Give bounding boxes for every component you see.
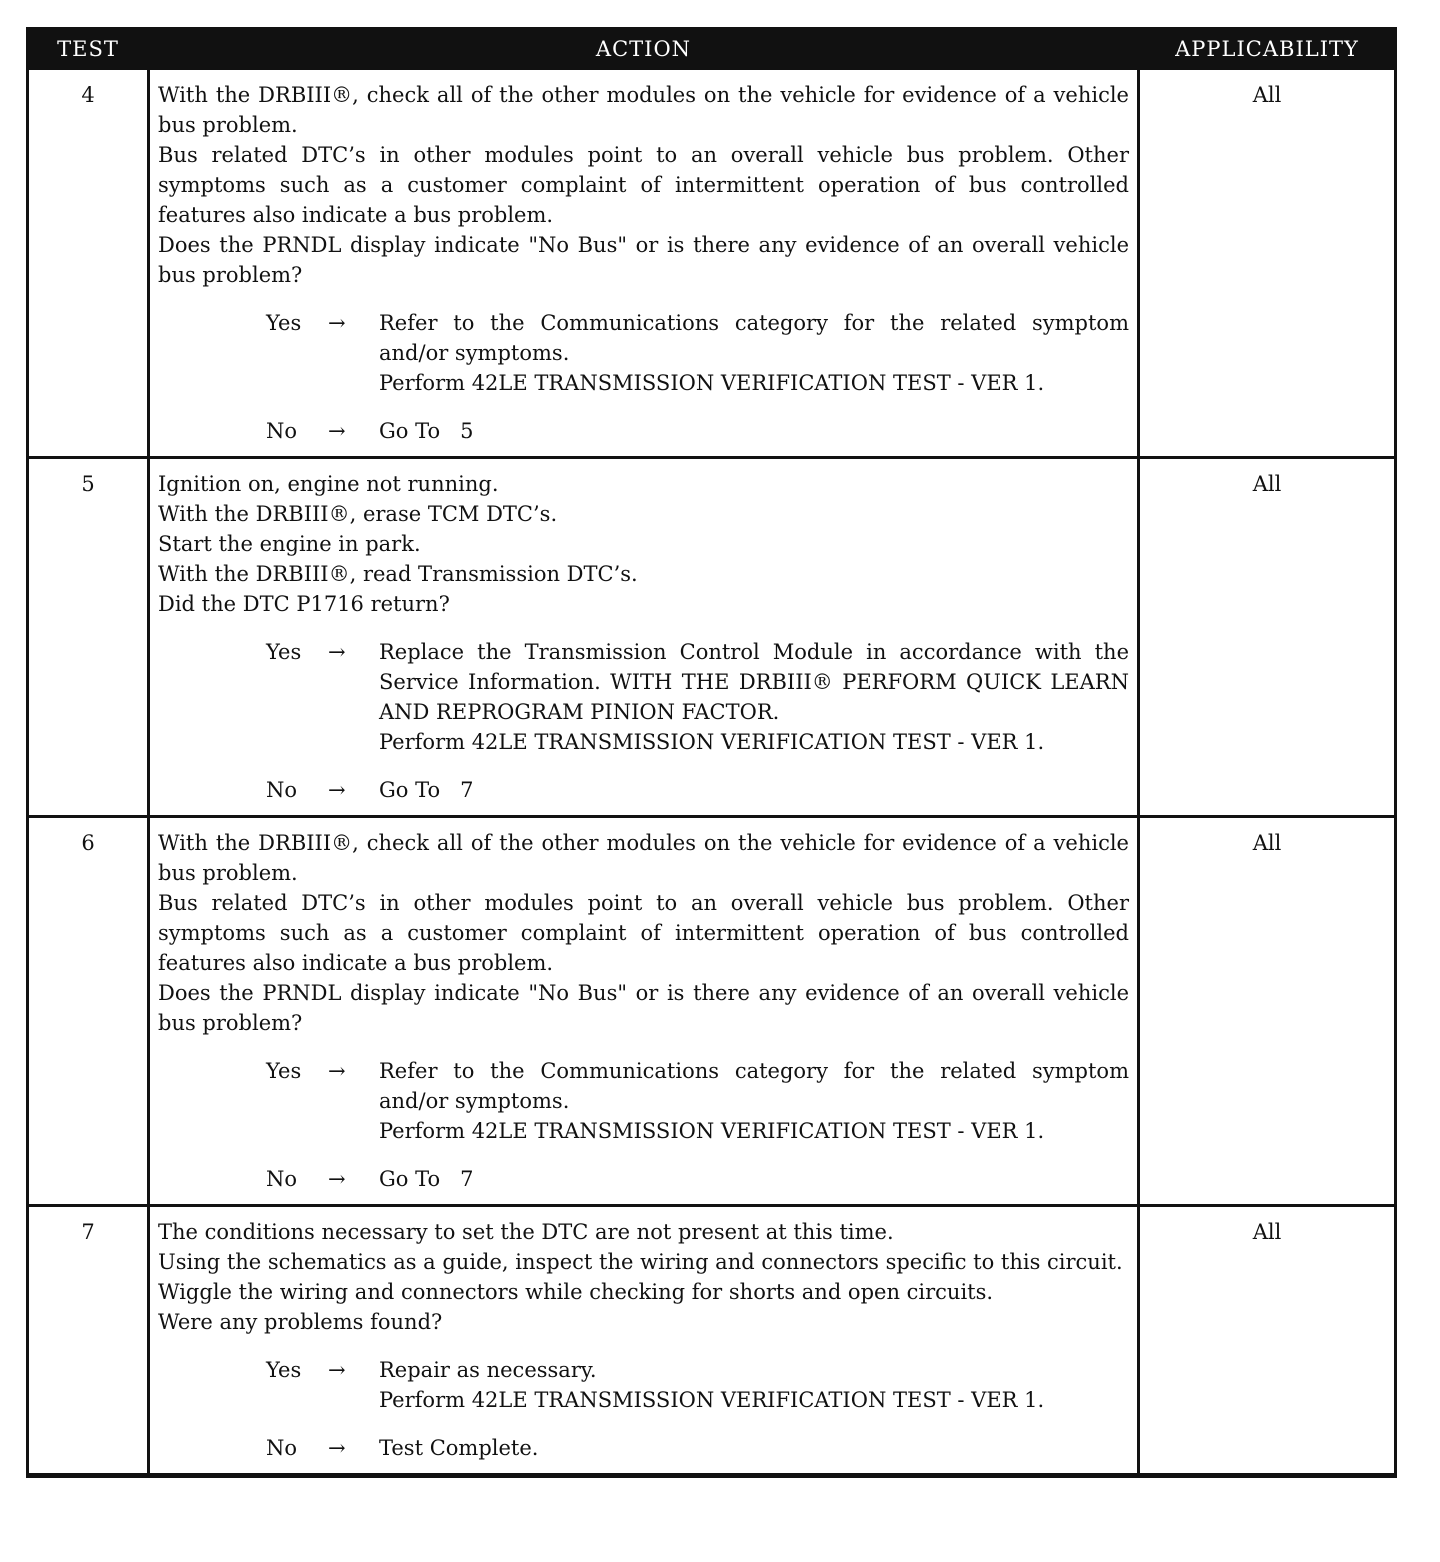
no-result: Go To 5 (379, 419, 474, 443)
yes-result-line: Refer to the Communications category for the related symptom and/or symptoms. (379, 1059, 1129, 1113)
applicability-value: All (1139, 458, 1396, 817)
action-step: Were any problems found? (158, 1310, 443, 1334)
arrow-right-icon: → (328, 419, 346, 443)
outcome-yes (158, 637, 1129, 757)
action-cell (149, 458, 1139, 817)
yes-label: Yes (266, 640, 302, 664)
action-step: Wiggle the wiring and connectors while checking for shorts and open circuits. (158, 1280, 994, 1304)
yes-label: Yes (266, 1059, 302, 1083)
arrow-right-icon: → (328, 1167, 346, 1191)
header-action: ACTION (149, 29, 1139, 70)
table-body (28, 69, 1396, 1476)
no-result: Go To 7 (379, 778, 474, 802)
action-step: The conditions necessary to set the DTC are not present at this time. (158, 1220, 894, 1244)
arrow-right-icon: → (328, 311, 346, 335)
yes-label: Yes (266, 311, 302, 335)
yes-label: Yes (266, 1358, 302, 1382)
yes-result-line: Replace the Transmission Control Module in accordance with the Service Information. WITH THE DRBIII® PERFORM QUICK LEARN AND REPROGRAM PINION FACTOR. (379, 640, 1129, 724)
arrow-right-icon: → (328, 778, 346, 802)
yes-result-line: Perform 42LE TRANSMISSION VERIFICATION TEST - VER 1. (379, 1119, 1045, 1143)
action-cell (149, 69, 1139, 458)
outcome-no (158, 1164, 1129, 1194)
action-step: Does the PRNDL display indicate "No Bus" or is there any evidence of an overall vehicle bus problem? (158, 981, 1129, 1035)
action-step: With the DRBIII®, erase TCM DTC’s. (158, 502, 558, 526)
test-number: 6 (28, 817, 149, 1206)
action-step: Using the schematics as a guide, inspect the wiring and connectors specific to this circuit. (158, 1250, 1123, 1274)
yes-result (379, 637, 1129, 757)
arrow-right-icon: → (328, 640, 346, 664)
action-step: Ignition on, engine not running. (158, 472, 499, 496)
no-result: Go To 7 (379, 1167, 474, 1191)
action-step: Bus related DTC’s in other modules point to an overall vehicle bus problem. Other symptoms such as a customer complaint of intermittent operation of bus controlled features also indicate a bus problem. (158, 143, 1129, 227)
table-row (28, 69, 1396, 458)
yes-result (379, 1056, 1129, 1146)
arrow-right-icon: → (328, 1358, 346, 1382)
yes-result-line: Perform 42LE TRANSMISSION VERIFICATION TEST - VER 1. (379, 730, 1045, 754)
no-label: No (266, 778, 298, 802)
outcomes (158, 308, 1129, 446)
test-number: 7 (28, 1206, 149, 1476)
arrow-right-icon: → (328, 1059, 346, 1083)
action-step: With the DRBIII®, check all of the other modules on the vehicle for evidence of a vehicle bus problem. (158, 831, 1129, 885)
yes-result-line: Repair as necessary. (379, 1358, 597, 1382)
header-applicability: APPLICABILITY (1139, 29, 1396, 70)
table-row (28, 1206, 1396, 1476)
header-test: TEST (28, 29, 149, 70)
no-label: No (266, 1167, 298, 1191)
action-step: Does the PRNDL display indicate "No Bus" or is there any evidence of an overall vehicle bus problem? (158, 233, 1129, 287)
table-row (28, 458, 1396, 817)
table-header (28, 29, 1396, 70)
action-cell (149, 1206, 1139, 1476)
applicability-value: All (1139, 1206, 1396, 1476)
outcome-yes (158, 308, 1129, 398)
applicability-value: All (1139, 817, 1396, 1206)
no-result: Test Complete. (379, 1436, 539, 1460)
yes-result (379, 1355, 1129, 1415)
action-step: With the DRBIII®, check all of the other modules on the vehicle for evidence of a vehicle bus problem. (158, 83, 1129, 137)
action-step: Start the engine in park. (158, 532, 421, 556)
yes-result (379, 308, 1129, 398)
action-cell (149, 817, 1139, 1206)
yes-result-line: Perform 42LE TRANSMISSION VERIFICATION TEST - VER 1. (379, 1388, 1045, 1412)
action-step: Did the DTC P1716 return? (158, 592, 450, 616)
no-label: No (266, 419, 298, 443)
action-step: With the DRBIII®, read Transmission DTC’s. (158, 562, 638, 586)
diagnostic-test-table (26, 27, 1397, 1478)
test-number: 4 (28, 69, 149, 458)
applicability-value: All (1139, 69, 1396, 458)
outcomes (158, 1056, 1129, 1194)
outcome-yes (158, 1056, 1129, 1146)
outcomes (158, 637, 1129, 805)
yes-result-line: Refer to the Communications category for the related symptom and/or symptoms. (379, 311, 1129, 365)
arrow-right-icon: → (328, 1436, 346, 1460)
test-number: 5 (28, 458, 149, 817)
outcome-no (158, 416, 1129, 446)
outcome-no (158, 775, 1129, 805)
no-label: No (266, 1436, 298, 1460)
outcome-yes (158, 1355, 1129, 1415)
outcome-no (158, 1433, 1129, 1463)
table-row (28, 817, 1396, 1206)
yes-result-line: Perform 42LE TRANSMISSION VERIFICATION TEST - VER 1. (379, 371, 1045, 395)
action-step: Bus related DTC’s in other modules point to an overall vehicle bus problem. Other symptoms such as a customer complaint of intermittent operation of bus controlled features also indicate a bus problem. (158, 891, 1129, 975)
outcomes (158, 1355, 1129, 1463)
